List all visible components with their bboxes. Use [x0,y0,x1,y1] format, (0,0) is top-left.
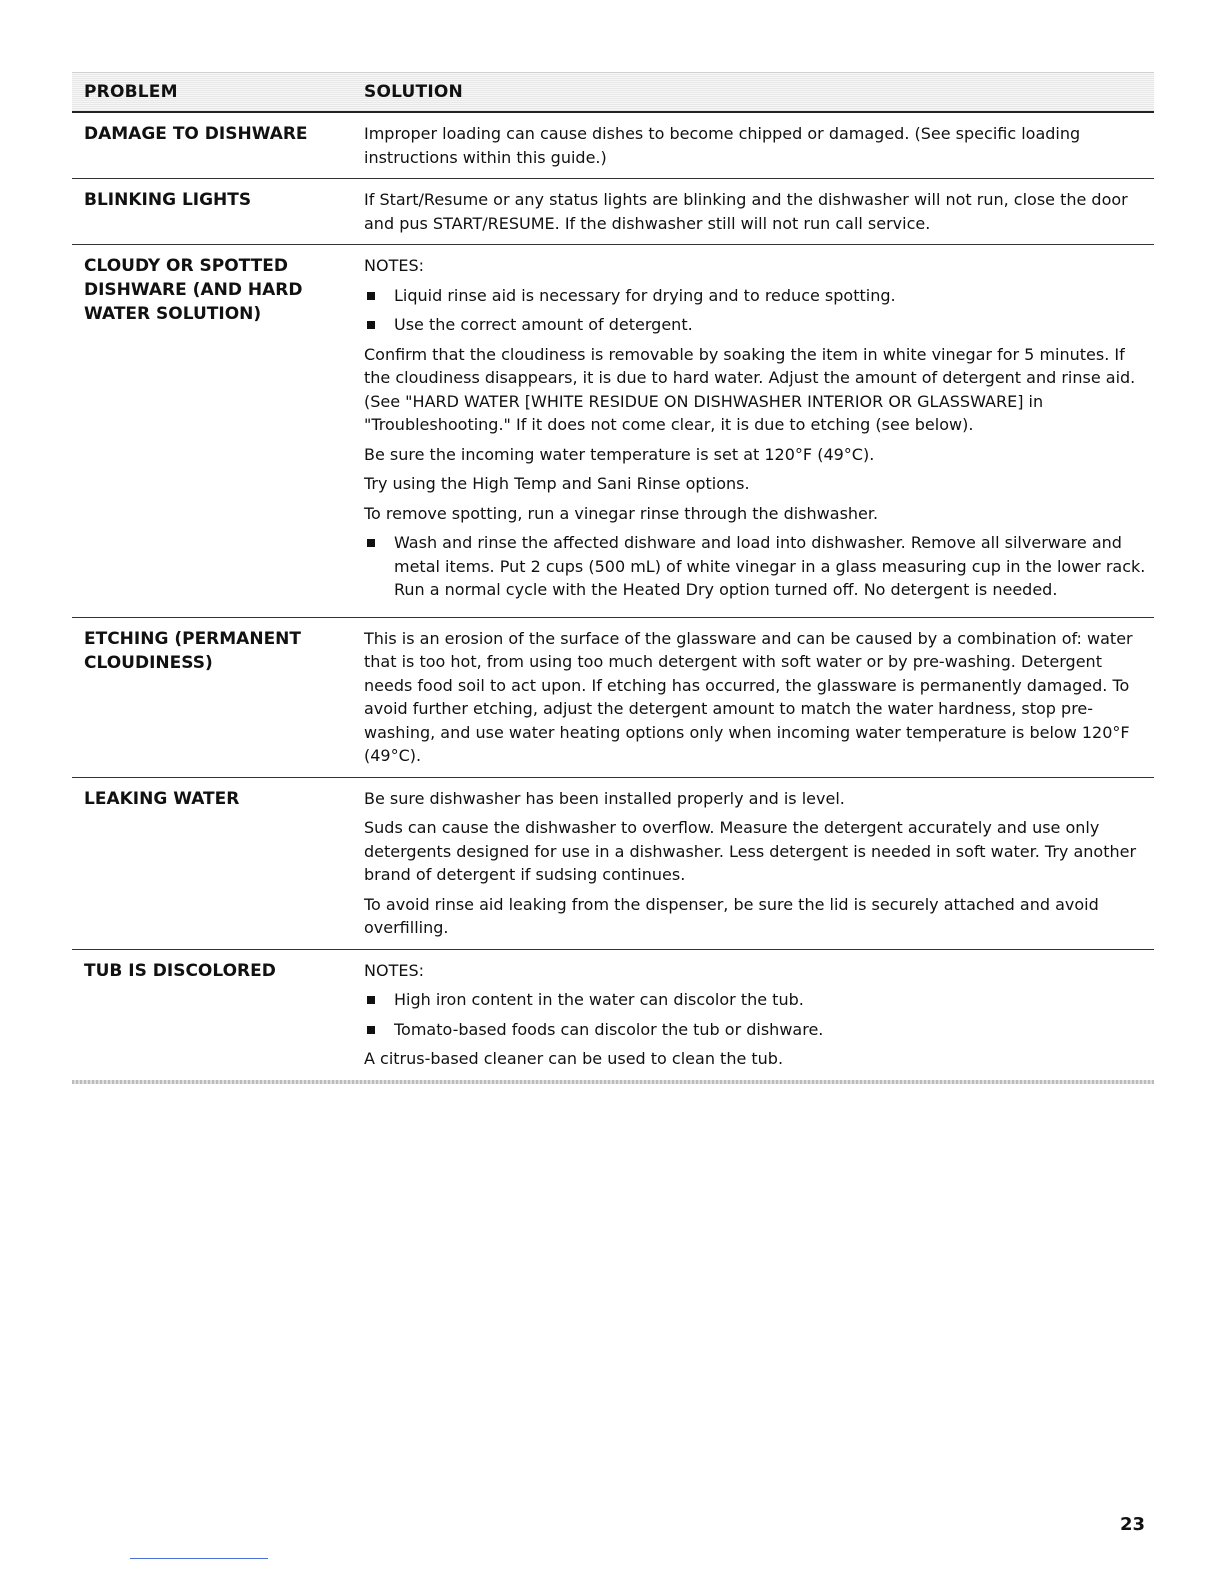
bullet-text: Liquid rinse aid is necessary for drying and to reduce spotting. [394,285,896,305]
solution-paragraph: If Start/Resume or any status lights are blinking and the dishwasher will not run, close the door and pus START/RESUME. If the dishwasher still will not run call service. [364,190,1128,233]
square-bullet-icon [367,1026,375,1034]
table-bottom-band [72,1080,1154,1084]
table-row [72,950,1154,1080]
bullet-item [364,531,1150,602]
bullet-item [364,313,1150,337]
problem-cell: TUB IS DISCOLORED [84,960,276,981]
bullet-item [364,988,1150,1012]
page-number: 23 [1120,1514,1146,1535]
solution-paragraph: Be sure dishwasher has been installed properly and is level. [364,788,845,808]
troubleshooting-table [72,72,1154,1084]
table-row [72,179,1154,245]
solution-cell [364,787,1150,940]
table-row [72,113,1154,179]
solution-paragraph: This is an erosion of the surface of the glassware and can be caused by a combination of: water that is too hot, from using too much detergent with soft water or by pre-washing. Detergent needs food soil to act upon. If etching has occurred, the glassware is permanently damaged. To avoid further etching, adjust the detergent amount to match the water hardness, stop pre-washing, and use water heating options only when incoming water temperature is below 120°F (49°C). [364,628,1133,765]
solution-paragraph: Improper loading can cause dishes to become chipped or damaged. (See specific loading instructions within this guide.) [364,124,1081,167]
square-bullet-icon [367,292,375,300]
solution-paragraph: Suds can cause the dishwasher to overflow. Measure the detergent accurately and use only detergents designed for use in a dishwasher. Less detergent is needed in soft water. Try another brand of detergent if sudsing continues. [364,818,1137,884]
solution-paragraph: A citrus-based cleaner can be used to clean the tub. [364,1049,784,1068]
solution-paragraph: Confirm that the cloudiness is removable by soaking the item in white vinegar for 5 minutes. If the cloudiness disappears, it is due to hard water. Adjust the amount of detergent and rinse aid. (See "HARD WATER [WHITE RESIDUE ON DISHWASHER INTERIOR OR GLASSWARE] in "Troubleshooting." If it does not come clear, it is due to etching (see below). [364,344,1136,434]
solution-paragraph: To remove spotting, run a vinegar rinse through the dishwasher. [364,503,879,523]
table-row [72,778,1154,950]
bullet-text: Use the correct amount of detergent. [394,315,693,334]
footer-link-line [130,1558,268,1559]
solution-cell [364,122,1150,169]
solution-column-header: SOLUTION [364,82,463,102]
square-bullet-icon [367,996,375,1004]
solution-paragraph: NOTES: [364,960,424,980]
table-body [72,113,1154,1080]
bullet-text: Tomato-based foods can discolor the tub or dishware. [394,1019,824,1039]
solution-cell [364,254,1150,602]
square-bullet-icon [367,539,375,547]
solution-paragraph: Be sure the incoming water temperature is set at 120°F (49°C). [364,444,875,464]
square-bullet-icon [367,321,375,329]
problem-cell: DAMAGE TO DISHWARE [84,124,308,144]
solution-cell [364,188,1150,235]
solution-paragraph: Try using the High Temp and Sani Rinse options. [364,474,750,493]
bullet-text: Wash and rinse the affected dishware and load into dishwasher. Remove all silverware and metal items. Put 2 cups (500 mL) of white vinegar in a glass measuring cup in the lower rack. Run a normal cycle with the Heated Dry option turned off. No detergent is needed. [394,533,1146,599]
table-row [72,245,1154,618]
bullet-text: High iron content in the water can discolor the tub. [394,990,804,1009]
problem-cell: BLINKING LIGHTS [84,190,252,210]
solution-paragraph: To avoid rinse aid leaking from the dispenser, be sure the lid is securely attached and avoid overfilling. [364,894,1099,937]
problem-cell: CLOUDY OR SPOTTED DISHWARE (AND HARD WATER SOLUTION) [84,256,303,324]
solution-paragraph: NOTES: [364,256,424,275]
solution-cell [364,959,1150,1071]
problem-column-header: PROBLEM [84,82,178,102]
problem-cell: ETCHING (PERMANENT CLOUDINESS) [84,628,302,673]
problem-cell: LEAKING WATER [84,788,240,809]
table-row [72,618,1154,778]
bullet-item [364,284,1150,308]
bullet-item [364,1018,1150,1042]
table-header [72,72,1154,113]
solution-cell [364,627,1150,768]
